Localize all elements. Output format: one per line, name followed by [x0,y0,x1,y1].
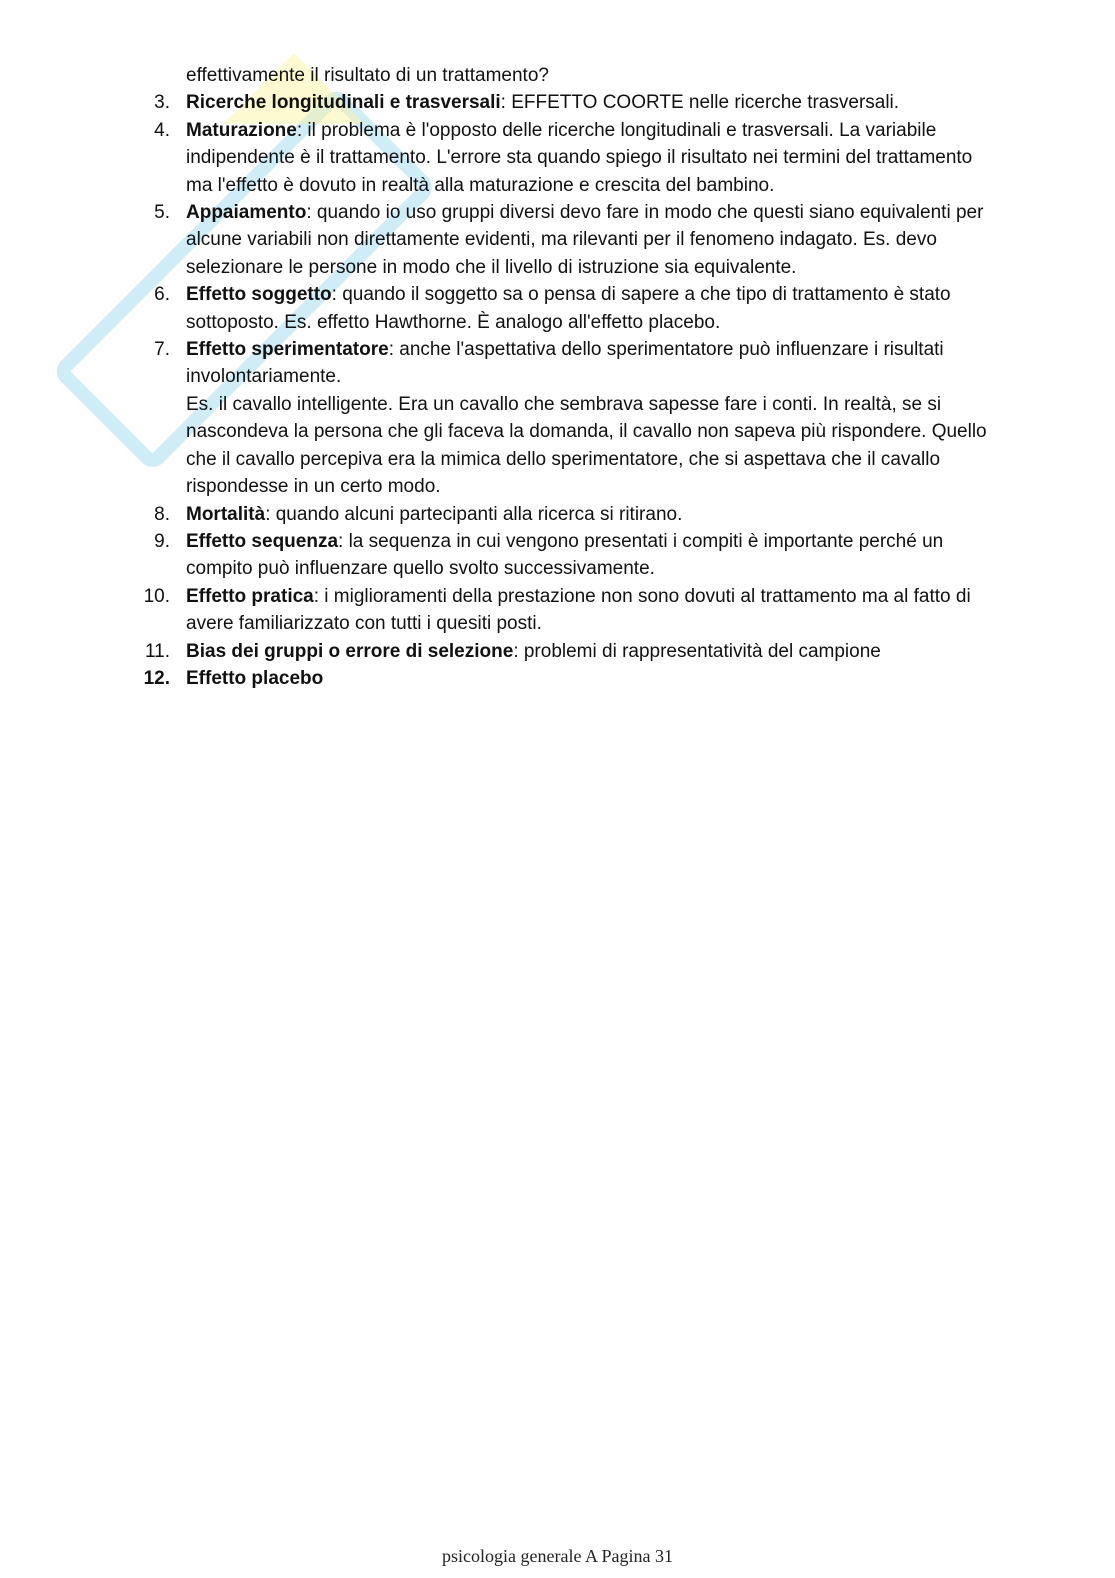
list-item [140,336,990,500]
list-item-number: 5. [154,202,170,224]
list-item [140,117,990,199]
list-item [140,528,990,583]
list-item-term: Effetto placebo [186,667,324,689]
list-item [140,501,990,528]
list-item-number: 8. [154,503,170,525]
list-item-number: 3. [154,92,170,114]
list-item-term: Mortalità [186,503,266,525]
document-body [140,62,990,692]
list-item [140,281,990,336]
list-item-text: : anche l'aspettativa dello sperimentatore può influenzare i risultati involontariamente. [186,339,944,388]
list-item-text: : la sequenza in cui vengono presentati i compiti è importante perché un compito può influenzare quello svolto successivamente. [186,530,944,580]
list-item-text: : quando alcuni partecipanti alla ricerca si ritirano. [265,503,683,525]
list-item-term: Maturazione [186,119,297,141]
numbered-list [140,89,990,692]
list-item [140,583,990,638]
list-item-term: Effetto soggetto [186,284,332,306]
list-item-number: 6. [154,284,170,306]
list-item-term: Effetto sperimentatore [186,339,389,361]
page-footer: psicologia generale A Pagina 31 [442,1546,673,1566]
list-item-number: 12. [143,667,170,689]
list-item-number: 11. [144,640,170,662]
list-item [140,638,990,665]
list-item-text: : il problema è l'opposto delle ricerche longitudinali e trasversali. La variabile indipendente è il trattamento. L'errore sta quando spiego il risultato nei termini del trattamento ma l'effetto è dovuto in realtà alla maturazione e crescita del bambino. [186,119,973,196]
list-item-text: : EFFETTO COORTE nelle ricerche trasversali. [500,92,900,114]
list-item-number: 7. [154,339,170,361]
list-item-term: Ricerche longitudinali e trasversali [186,92,501,114]
list-item-term: Effetto sequenza [186,530,339,552]
continuation-text: effettivamente il risultato di un trattamento? [186,65,549,86]
list-item-text: : problemi di rappresentatività del campione [513,640,881,662]
list-item-text: : quando il soggetto sa o pensa di sapere a che tipo di trattamento è stato sottoposto. Es. effetto Hawthorne. È analogo all'effetto placebo. [186,284,951,333]
list-item-term: Effetto pratica [186,585,314,607]
list-item [140,665,990,692]
list-item-term: Bias dei gruppi o errore di selezione [186,640,514,662]
list-item [140,199,990,281]
list-item [140,89,990,116]
list-item-extra-text: Es. il cavallo intelligente. Era un cavallo che sembrava sapesse fare i conti. In realtà, se si nascondeva la persona che gli faceva la domanda, il cavallo non sapeva più rispondere. Quello che il cavallo percepiva era la mimica dello sperimentatore, che si aspettava che il cavallo rispondesse in un certo modo. [186,393,987,498]
list-item-text: : i miglioramenti della prestazione non sono dovuti al trattamento ma al fatto di avere familiarizzato con tutti i quesiti posti. [186,585,971,635]
list-item-term: Appaiamento [186,202,307,224]
list-item-number: 4. [154,119,170,141]
list-item-number: 9. [154,530,170,552]
list-item-text: : quando io uso gruppi diversi devo fare in modo che questi siano equivalenti per alcune variabili non direttamente evidenti, ma rilevanti per il fenomeno indagato. Es. devo selezionare le persone in modo che il livello di istruzione sia equivalente. [186,202,984,278]
list-item-number: 10. [143,585,170,607]
